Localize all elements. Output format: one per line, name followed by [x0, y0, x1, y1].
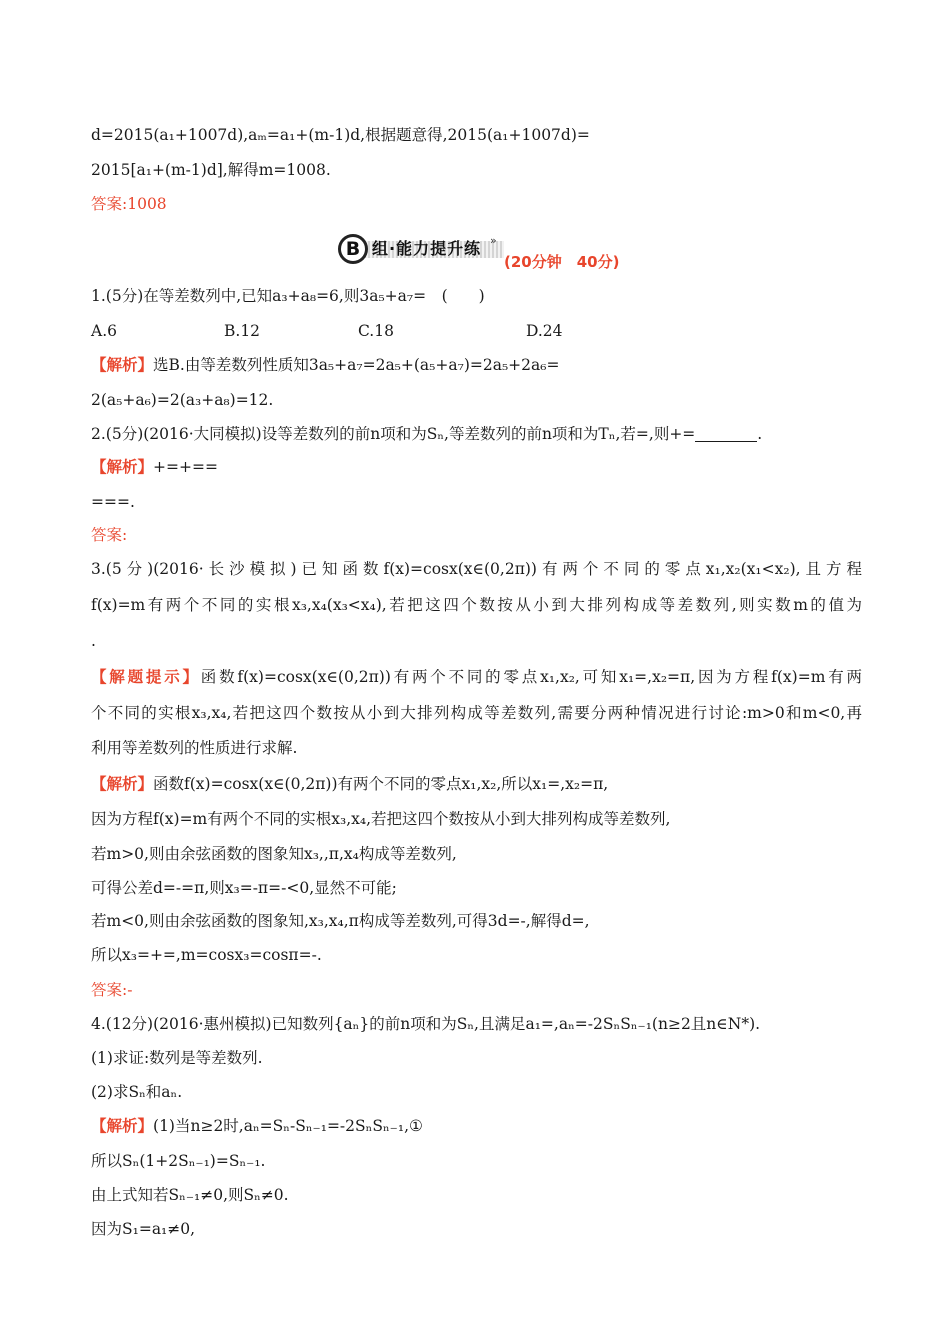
section-header	[338, 232, 638, 272]
q3-stem-line-2: f(x)=m有两个不同的实根x₃,x₄(x₃<x₄),若把这四个数按从小到大排列构成等差数列,则实数m的值为	[91, 596, 862, 614]
q1-option-d: D.24	[526, 322, 563, 340]
section-time: (20分钟 40分)	[504, 253, 620, 271]
q4-solution-line-2: 所以Sₙ(1+2Sₙ₋₁)=Sₙ₋₁.	[91, 1152, 266, 1170]
q3-solution-line-5: 若m<0,则由余弦函数的图象知,x₃,x₄,π构成等差数列,可得3d=-,解得d=,	[91, 912, 590, 930]
prev-solution-line-2: 2015[a₁+(m-1)d],解得m=1008.	[91, 161, 331, 179]
q2-solution-text: +=+==	[153, 458, 218, 476]
q3-solution-text: 函数f(x)=cosx(x∈(0,2π))有两个不同的零点x₁,x₂,所以x₁=,x₂=π,	[153, 775, 609, 793]
q1-solution-text: 选B.由等差数列性质知3a₅+a₇=2a₅+(a₅+a₇)=2a₅+2a₆=	[153, 356, 560, 374]
q4-solution-text: (1)当n≥2时,aₙ=Sₙ-Sₙ₋₁=-2SₙSₙ₋₁,①	[153, 1117, 423, 1135]
q1-option-a: A.6	[91, 322, 117, 340]
prev-answer: 答案:1008	[91, 195, 167, 213]
q3-stem-line-1: 3.(5分)(2016·长沙模拟)已知函数f(x)=cosx(x∈(0,2π))有两个不同的零点x₁,x₂(x₁<x₂),且方程	[91, 560, 862, 578]
q3-hint-text: 函数f(x)=cosx(x∈(0,2π))有两个不同的零点x₁,x₂,可知x₁=,x₂=π,因为方程f(x)=m有两	[200, 668, 862, 686]
section-title: 组·能力提升练	[372, 239, 482, 258]
q4-part-2: (2)求Sₙ和aₙ.	[91, 1083, 183, 1101]
q1-solution-line-2: 2(a₅+a₆)=2(a₃+a₈)=12.	[91, 391, 274, 409]
q1-option-c: C.18	[358, 322, 394, 340]
prev-solution-line-1: d=2015(a₁+1007d),aₘ=a₁+(m-1)d,根据题意得,2015(a₁+1007d)=	[91, 126, 590, 144]
q3-solution-line-3: 若m>0,则由余弦函数的图象知x₃,,π,x₄构成等差数列,	[91, 845, 457, 863]
q3-hint-tag: 【解题提示】	[91, 668, 201, 686]
q3-stem-line-3: .	[91, 632, 96, 650]
q2-solution-tag: 【解析】	[91, 458, 154, 476]
q3-solution-tag: 【解析】	[91, 775, 154, 793]
q3-solution-line-6: 所以x₃=+=,m=cosx₃=cosπ=-.	[91, 946, 322, 964]
q1-solution-line-1	[91, 354, 862, 376]
q2-stem-end: .	[757, 425, 763, 443]
q3-hint-line-2: 个不同的实根x₃,x₄,若把这四个数按从小到大排列构成等差数列,需要分两种情况进行讨论:m>0和m<0,再	[91, 704, 862, 722]
q4-solution-line-1	[91, 1115, 862, 1137]
q3-hint-line-1	[91, 666, 862, 688]
q3-solution-line-1	[91, 773, 862, 795]
q2-stem-text: 2.(5分)(2016·大同模拟)设等差数列的前n项和为Sₙ,等差数列的前n项和为Tₙ,若=,则+=	[91, 425, 696, 443]
q2-answer-blank	[695, 426, 757, 442]
q4-solution-tag: 【解析】	[91, 1117, 154, 1135]
q2-stem	[91, 423, 862, 445]
q2-solution-line-1	[91, 456, 862, 478]
section-badge: B	[338, 234, 368, 264]
q3-answer: 答案:-	[91, 981, 133, 999]
q2-answer: 答案:	[91, 526, 128, 544]
q1-solution-tag: 【解析】	[91, 356, 154, 374]
q4-part-1: (1)求证:数列是等差数列.	[91, 1049, 263, 1067]
q3-solution-line-4: 可得公差d=-=π,则x₃=-π=-<0,显然不可能;	[91, 879, 397, 897]
q4-solution-line-4: 因为S₁=a₁≠0,	[91, 1220, 196, 1238]
chevron-right-icon: »	[490, 234, 497, 247]
q3-hint-line-3: 利用等差数列的性质进行求解.	[91, 739, 298, 757]
q1-stem: 1.(5分)在等差数列中,已知a₃+a₈=6,则3a₅+a₇= ( )	[91, 287, 485, 305]
q3-solution-line-2: 因为方程f(x)=m有两个不同的实根x₃,x₄,若把这四个数按从小到大排列构成等差数列,	[91, 810, 671, 828]
q4-solution-line-3: 由上式知若Sₙ₋₁≠0,则Sₙ≠0.	[91, 1186, 289, 1204]
q4-stem: 4.(12分)(2016·惠州模拟)已知数列{aₙ}的前n项和为Sₙ,且满足a₁=,aₙ=-2SₙSₙ₋₁(n≥2且n∈N*).	[91, 1015, 761, 1033]
q2-solution-line-2: ===.	[91, 493, 135, 511]
q1-option-b: B.12	[224, 322, 261, 340]
